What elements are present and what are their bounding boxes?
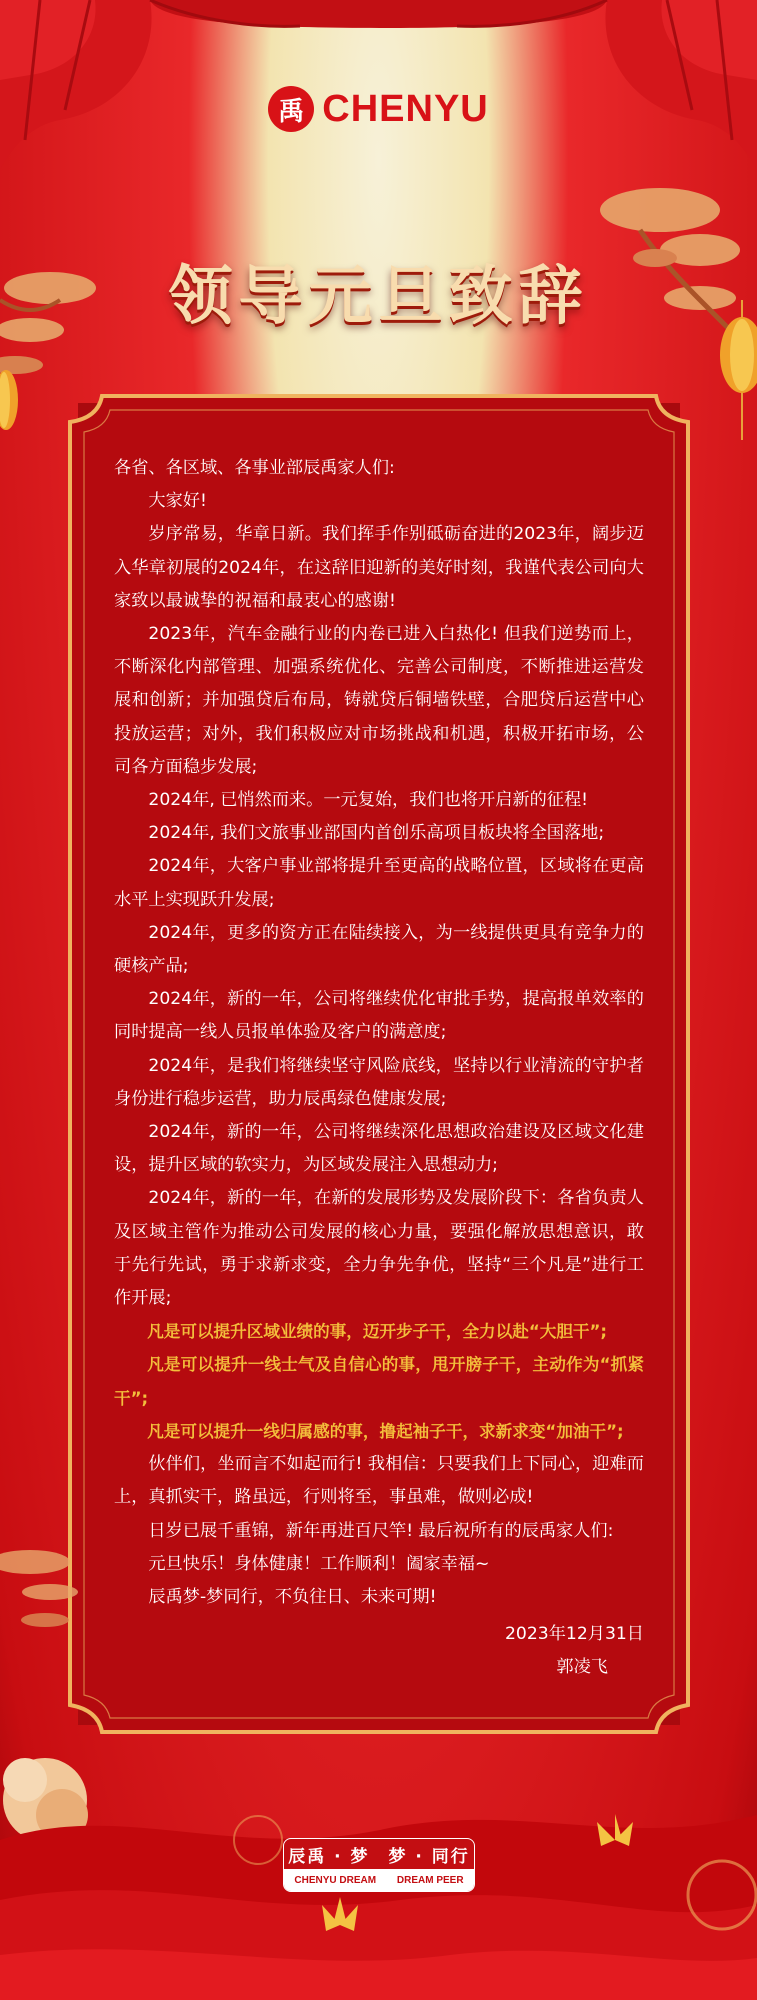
slogan-text: 辰禹 · 梦 梦 · 同行 [288, 1846, 470, 1867]
salutation: 各省、各区域、各事业部辰禹家人们: [114, 458, 395, 478]
slogan-badge [283, 1838, 475, 1892]
paragraph: 2024年，新的一年，在新的发展形势及发展阶段下：各省负责人及区域主管作为推动公司发展的核心力量，要强化解放思想意识，敢于先行先试，勇于求新求变，全力争先争优，坚持“三个凡是”进行工作开展; [114, 1188, 644, 1309]
paragraph: 2024年，是我们将继续坚守风险底线，坚持以行业清流的守护者身份进行稳步运营，助力辰禹绿色健康发展; [114, 1055, 644, 1109]
paragraph: 2024年, 已悄然而来。一元复始，我们也将开启新的征程! [148, 790, 589, 811]
paragraph: 2024年，新的一年，公司将继续深化思想政治建设及区域文化建设，提升区域的软实力，为区域发展注入思想动力; [114, 1122, 644, 1176]
slogan-right: DREAM PEER [396, 1874, 464, 1886]
closing-paragraph: 日岁已展千重锦，新年再进百尺竿! 最后祝所有的辰禹家人们: [148, 1520, 614, 1541]
highlight-line: 凡是可以提升区域业绩的事，迈开步子干，全力以赴“大胆干”; [147, 1322, 608, 1342]
paragraph: 岁序常易，华章日新。我们挥手作别砥砺奋进的2023年，阔步迈入华章初展的2024年，在这辞旧迎新的美好时刻，我谨代表公司向大家致以最诚挚的祝福和最衷心的感谢! [114, 524, 644, 611]
slogan-subtitle [284, 1869, 474, 1891]
slogan-left: CHENYU DREAM [294, 1874, 377, 1886]
lantern-left-icon [0, 370, 18, 430]
closing-paragraph: 伙伴们，坐而言不如起而行! 我相信：只要我们上下同心，迎难而上，真抓实干，路虽远，行则将至，事虽难，做则必成! [114, 1454, 644, 1508]
chenyu-logo-icon: 禹 [268, 86, 314, 132]
closing-paragraph: 元旦快乐！身体健康！工作顺利！阖家幸福~ [148, 1553, 490, 1574]
paragraph: 2024年, 我们文旅事业部国内首创乐高项目板块将全国落地; [148, 823, 605, 844]
brand-name: CHENYU [322, 87, 489, 130]
paragraph: 2023年，汽车金融行业的内卷已进入白热化! 但我们逆势而上，不断深化内部管理、加强系统优化、完善公司制度，不断推进运营发展和创新；并加强贷后布局，铸就贷后铜墙铁壁，合肥贷后运营中心投放运营；对外，我们积极应对市场挑战和机遇，积极开拓市场，公司各方面稳步发展; [114, 624, 644, 777]
letter-signer: 郭凌飞 [556, 1657, 608, 1678]
paragraph: 2024年，新的一年，公司将继续优化审批手势，提高报单效率的同时提高一线人员报单体验及客户的满意度; [114, 989, 644, 1043]
page-title: 领导元旦致辞 [168, 260, 589, 334]
curtain-top [150, 0, 607, 28]
greeting: 大家好! [148, 491, 207, 512]
closing-paragraph: 辰禹梦-梦同行，不负往日、未来可期! [148, 1586, 437, 1607]
highlight-line: 凡是可以提升一线士气及自信心的事，甩开膀子干，主动作为“抓紧干”; [114, 1355, 644, 1408]
paragraph: 2024年，大客户事业部将提升至更高的战略位置，区域将在更高水平上实现跃升发展; [114, 856, 644, 910]
letter-body [114, 452, 644, 1685]
letter-date: 2023年12月31日 [504, 1624, 644, 1645]
highlight-line: 凡是可以提升一线归属感的事，撸起袖子干，求新求变“加油干”; [147, 1421, 624, 1441]
paragraph: 2024年，更多的资方正在陆续接入，为一线提供更具有竞争力的硬核产品; [114, 922, 644, 977]
brand-logo [0, 86, 757, 132]
